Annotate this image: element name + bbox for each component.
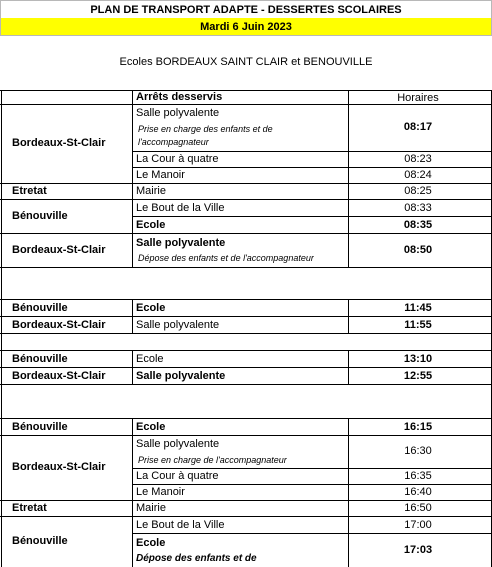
city-label: Etretat — [12, 502, 47, 514]
time-value: 08:33 — [404, 202, 432, 214]
document-title: PLAN DE TRANSPORT ADAPTE - DESSERTES SCOLAIRES — [0, 0, 492, 18]
stop-label: Salle polyvalente — [136, 370, 226, 382]
time-value: 12:55 — [403, 370, 433, 382]
city-label: Bénouville — [12, 421, 68, 433]
stop-label: Ecole — [136, 537, 166, 549]
column-header-stops: Arrêts desservis — [136, 91, 223, 103]
stop-label: Salle polyvalente — [136, 319, 220, 331]
time-value: 08:23 — [404, 153, 432, 165]
city-label: Bordeaux-St-Clair — [12, 461, 106, 473]
stop-label: Ecole — [136, 421, 166, 433]
city-label: Bordeaux-St-Clair — [12, 137, 106, 149]
time-value: 17:00 — [404, 519, 432, 531]
stop-label: La Cour à quatre — [136, 153, 219, 165]
city-label: Bénouville — [12, 535, 68, 547]
time-value: 08:25 — [404, 185, 432, 197]
stop-note: Dépose des enfants et de — [136, 553, 257, 564]
city-label: Bordeaux-St-Clair — [12, 370, 106, 382]
time-value: 13:10 — [403, 353, 433, 365]
time-value: 11:45 — [404, 302, 432, 314]
time-value: 08:24 — [404, 169, 432, 181]
time-value: 16:30 — [404, 445, 432, 457]
document-date: Mardi 6 Juin 2023 — [0, 18, 492, 36]
time-value: 16:40 — [404, 486, 432, 498]
stop-label: La Cour à quatre — [136, 470, 219, 482]
stop-note: Prise en charge de l'accompagnateur — [138, 455, 287, 465]
stop-label: Mairie — [136, 185, 166, 197]
city-label: Bénouville — [12, 302, 68, 314]
stop-label: Le Bout de la Ville — [136, 519, 225, 531]
stop-label: Le Manoir — [136, 169, 185, 181]
stop-label: Salle polyvalente — [136, 438, 220, 450]
stop-label: Ecole — [136, 353, 164, 365]
time-value: 08:35 — [403, 219, 433, 231]
stop-note: l'accompagnateur — [138, 137, 209, 147]
stop-label: Le Bout de la Ville — [136, 202, 225, 214]
stop-label: Ecole — [136, 219, 166, 231]
city-label: Etretat — [12, 185, 47, 197]
stop-label: Ecole — [136, 302, 166, 314]
time-value: 11:55 — [404, 319, 432, 331]
time-value: 16:50 — [404, 502, 432, 514]
stop-label: Le Manoir — [136, 486, 185, 498]
column-header-times: Horaires — [397, 92, 439, 104]
time-value: 17:03 — [403, 544, 433, 556]
stop-label: Salle polyvalente — [136, 107, 220, 119]
time-value: 08:50 — [403, 244, 433, 256]
city-label: Bordeaux-St-Clair — [12, 244, 106, 256]
time-value: 08:17 — [403, 121, 433, 133]
time-value: 16:35 — [404, 470, 432, 482]
city-label: Bordeaux-St-Clair — [12, 319, 106, 331]
city-label: Bénouville — [12, 353, 68, 365]
time-value: 16:15 — [403, 421, 433, 433]
stop-note: Dépose des enfants et de l'accompagnateur — [138, 253, 314, 263]
schools-subtitle: Ecoles BORDEAUX SAINT CLAIR et BENOUVILLE — [119, 56, 373, 68]
stop-note: Prise en charge des enfants et de — [138, 124, 273, 134]
stop-label: Mairie — [136, 502, 166, 514]
stop-label: Salle polyvalente — [136, 237, 226, 249]
city-label: Bénouville — [12, 210, 68, 222]
